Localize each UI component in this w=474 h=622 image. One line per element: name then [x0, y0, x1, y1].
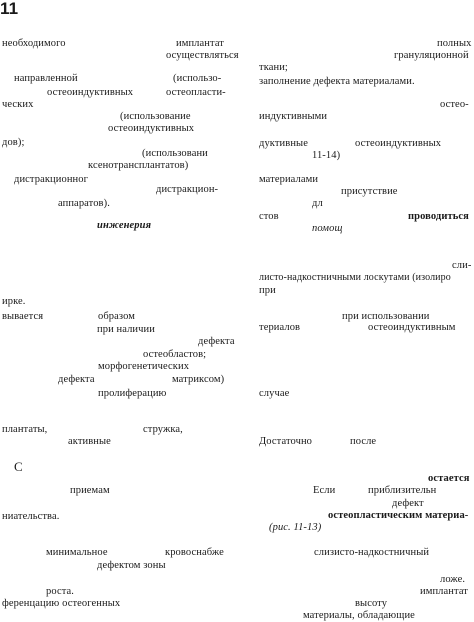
- text-fragment: необходимого: [2, 38, 66, 49]
- text-fragment: остеобластов;: [143, 349, 207, 360]
- text-fragment: стов: [259, 211, 279, 222]
- text-fragment: сли-: [452, 260, 472, 271]
- text-fragment: морфогенетических: [98, 361, 190, 372]
- text-fragment: направленной: [14, 73, 78, 84]
- text-fragment: ложе.: [440, 574, 466, 585]
- text-fragment: дл: [312, 198, 323, 209]
- text-fragment: ткани;: [259, 62, 288, 73]
- text-fragment: дефект: [392, 498, 424, 509]
- text-fragment: заполнение дефекта материалами.: [259, 76, 415, 87]
- text-fragment: грануляционной: [394, 50, 469, 61]
- text-fragment: полных: [437, 38, 472, 49]
- text-fragment: осуществляться: [166, 50, 239, 61]
- text-fragment: дефектом зоны: [97, 560, 166, 571]
- text-fragment: слизисто-надкостничный: [314, 547, 430, 558]
- text-fragment: дефекта: [198, 336, 235, 347]
- text-fragment: ференцацию остеогенных: [2, 598, 121, 609]
- text-fragment: остеоиндуктивных: [355, 138, 442, 149]
- text-fragment: дистракцион-: [156, 184, 219, 195]
- text-fragment: роста.: [46, 586, 75, 597]
- text-fragment: при: [259, 285, 276, 296]
- text-fragment: дуктивные: [259, 138, 308, 149]
- text-fragment: имплантат: [420, 586, 468, 597]
- text-fragment: присутствие: [341, 186, 398, 197]
- text-fragment: вывается: [2, 311, 44, 322]
- text-fragment: после: [350, 436, 377, 447]
- text-fragment: С: [14, 459, 23, 474]
- text-fragment: ческих: [2, 99, 34, 110]
- text-fragment: материалы, обладающие: [303, 610, 415, 621]
- text-fragment: ксенотрансплантатов): [88, 160, 189, 171]
- text-fragment: (использование: [120, 111, 191, 122]
- text-fragment: стружка,: [143, 424, 183, 435]
- text-fragment: при наличии: [97, 324, 155, 335]
- text-fragment: остеоиндуктивных: [47, 87, 134, 98]
- text-fragment: минимальное: [46, 547, 108, 558]
- text-fragment: приблизительн: [368, 485, 437, 496]
- text-fragment: Если: [313, 485, 336, 496]
- page-number: 11: [0, 0, 19, 18]
- text-fragment: образом: [98, 311, 135, 322]
- text-fragment-italic: помощ: [312, 223, 343, 234]
- text-fragment: приемам: [70, 485, 110, 496]
- text-fragment: при использовании: [342, 311, 430, 322]
- text-fragment: листо-надкостничными лоскутами (изолиро: [259, 272, 451, 283]
- text-fragment: имплантат: [176, 38, 224, 49]
- text-fragment: плантаты,: [2, 424, 48, 435]
- text-fragment: активные: [68, 436, 111, 447]
- text-fragment-bold-italic: инженерия: [97, 220, 152, 231]
- text-fragment: высоту: [355, 598, 388, 609]
- text-fragment: дефекта: [58, 374, 95, 385]
- text-fragment: остеоиндуктивных: [108, 123, 195, 134]
- text-fragment: индуктивными: [259, 111, 328, 122]
- text-fragment: кровоснабже: [165, 547, 224, 558]
- text-fragment: 11-14): [312, 150, 341, 161]
- text-fragment: ниательства.: [2, 511, 60, 522]
- text-fragment: ирке.: [2, 296, 26, 307]
- text-fragment-bold: остеопластическим материа-: [328, 510, 469, 521]
- text-fragment: аппаратов).: [58, 198, 110, 209]
- text-fragment: матриксом): [172, 374, 225, 385]
- text-fragment: пролиферацию: [98, 388, 167, 399]
- text-fragment-bold: остается: [428, 473, 470, 484]
- text-fragment: материалами: [259, 174, 319, 185]
- text-fragment: дов);: [2, 137, 25, 148]
- text-fragment-bold: проводиться: [408, 211, 469, 222]
- text-fragment: Достаточно: [259, 436, 313, 447]
- text-fragment: остеоиндуктивным: [368, 322, 456, 333]
- text-fragment: (использовани: [142, 148, 208, 159]
- text-fragment: дистракционног: [14, 174, 89, 185]
- text-fragment: остео-: [440, 99, 469, 110]
- text-fragment: случае: [259, 388, 290, 399]
- text-fragment: териалов: [259, 322, 301, 333]
- text-fragment: (использо-: [173, 73, 222, 84]
- text-fragment: остеопласти-: [166, 87, 226, 98]
- text-fragment-italic: (рис. 11-13): [269, 522, 322, 533]
